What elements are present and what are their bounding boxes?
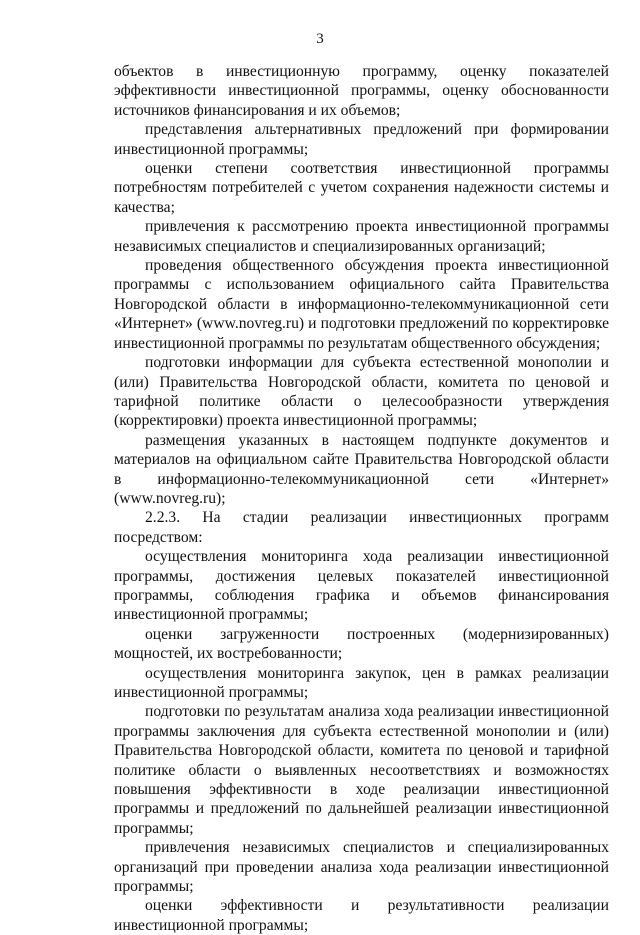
paragraph: привлечения независимых специалистов и специализированных организаций при проведении анализа хода реализации инвестиционной программы; <box>114 839 609 896</box>
paragraph: оценки степени соответствия инвестиционной программы потребностям потребителей с учетом сохранения надежности системы и качества; <box>114 160 609 216</box>
document-body <box>114 62 609 935</box>
page-number: 3 <box>316 31 324 47</box>
paragraph: представления альтернативных предложений при формировании инвестиционной программы; <box>114 121 609 158</box>
subsection-heading: 2.2.3. На стадии реализации инвестиционных программ посредством: <box>114 509 609 546</box>
paragraph: оценки эффективности и результативности реализации инвестиционной программы; <box>114 897 609 934</box>
paragraph: проведения общественного обсуждения проекта инвестиционной программы с использованием официального сайта Правительства Новгородской области в информационно-телекоммуникационной сети «Интернет» (www.novreg.ru) и подготовки предложений по корректировке инвестиционной программы по результатам общественного обсуждения; <box>114 257 609 352</box>
paragraph: осуществления мониторинга хода реализации инвестиционной программы, достижения целевых показателей инвестиционной программы, соблюдения графика и объемов финансирования инвестиционной программы; <box>114 548 609 624</box>
paragraph: подготовки по результатам анализа хода реализации инвестиционной программы заключения для субъекта естественной монополии и (или) Правительства Новгородской области, комитета по ценовой и тарифной политике области о выявленных несоответствиях и возможностях повышения эффективности в ходе реализации инвестиционной программы и предложений по дальнейшей реализации инвестиционной программы; <box>114 703 609 837</box>
paragraph-continuation: объектов в инвестиционную программу, оценку показателей эффективности инвестиционной программы, оценку обоснованности источников финансирования и их объемов; <box>114 63 609 119</box>
paragraph: подготовки информации для субъекта естественной монополии и (или) Правительства Новгородской области, комитета по ценовой и тарифной политике области о целесообразности утверждения (корректировки) проекта инвестиционной программы; <box>114 354 609 430</box>
paragraph: размещения указанных в настоящем подпункте документов и материалов на официальном сайте Правительства Новгородской области в информационно-телекоммуникационной сети «Интернет» (www.novreg.ru); <box>114 431 609 507</box>
paragraph: оценки загруженности построенных (модернизированных) мощностей, их востребованности; <box>114 625 609 663</box>
paragraph: привлечения к рассмотрению проекта инвестиционной программы независимых специалистов и специализированных организаций; <box>114 218 609 255</box>
paragraph: осуществления мониторинга закупок, цен в рамках реализации инвестиционной программы; <box>114 664 609 701</box>
